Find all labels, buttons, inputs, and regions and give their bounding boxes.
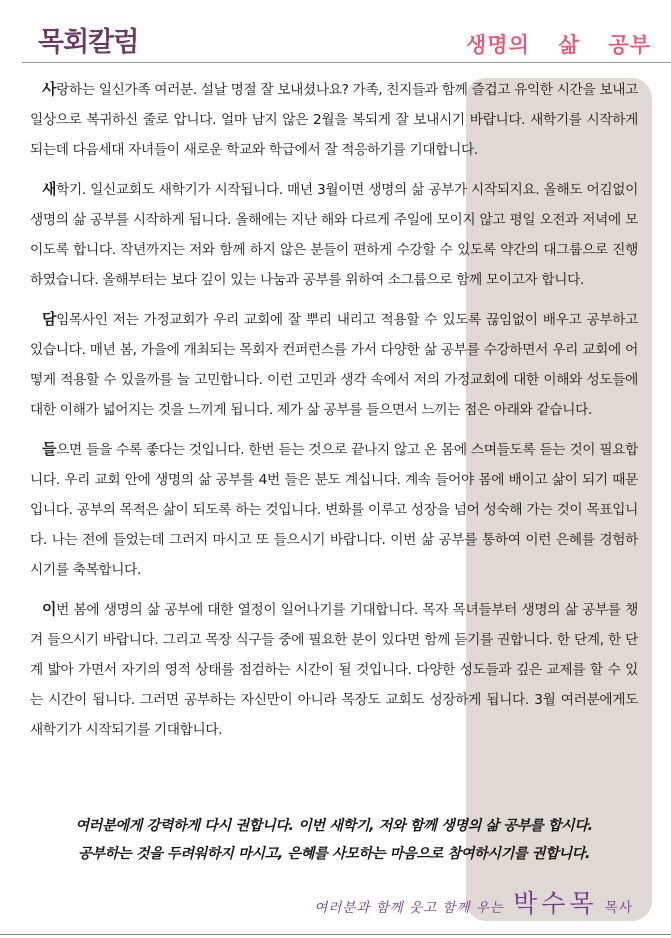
exhortation-line-1: 여러분에게 강력하게 다시 권합니다. 이번 새학기, 저와 함께 생명의 삶 공부를 합시다. xyxy=(75,818,593,834)
paragraph-4 xyxy=(30,434,638,585)
paragraph-5-lead: 이 xyxy=(42,600,57,618)
paragraph-4-lead: 들 xyxy=(42,440,57,458)
exhortation-line-2: 공부하는 것을 두려워하지 마시고, 은혜를 사모하는 마음으로 참여하시기를 권합니다. xyxy=(78,846,590,862)
paragraph-3-lead: 담 xyxy=(42,310,57,328)
subtitle-word-1: 생명의 xyxy=(466,33,530,57)
column-header xyxy=(0,0,671,66)
signature-prefix: 여러분과 함께 웃고 함께 우는 xyxy=(314,900,504,916)
paragraph-1-text: 랑하는 일신가족 여러분. 설날 명절 잘 보내셨나요? 가족, 친지들과 함께 즐겁고 유익한 시간을 보내고 일상으로 복귀하신 줄로 압니다. 얼마 남지 않은 2월을 복되게 잘 보내시기 바랍니다. 새학기를 시작하게 되는데 다음세대 자녀들이 새로운 학교와 학급에서 잘 적응하기를 기대합니다. xyxy=(30,82,638,158)
paragraph-2-text: 학기. 일신교회도 새학기가 시작됩니다. 매년 3월이면 생명의 삶 공부가 시작되지요. 올해도 어김없이 생명의 삶 공부를 시작하게 됩니다. 올해에는 지난 해와 다르게 주일에 모이지 않고 평일 오전과 저녁에 모이도록 합니다. 작년까지는 저와 함께 하지 않은 분들이 편하게 수강할 수 있도록 약간의 대그룹으로 진행하였습니다. 올해부터는 보다 깊이 있는 나눔과 공부를 위하여 소그룹으로 함께 모이고자 합니다. xyxy=(30,182,638,288)
paragraph-1 xyxy=(30,74,638,165)
subtitle-word-2: 삶 xyxy=(558,33,580,57)
subtitle-word-3: 공부 xyxy=(608,33,651,57)
signature xyxy=(314,884,633,920)
signature-name: 박수목 xyxy=(513,889,598,918)
paragraph-3 xyxy=(30,304,638,425)
column-body xyxy=(30,74,638,754)
paragraph-1-lead: 사 xyxy=(42,80,57,98)
footer-divider xyxy=(0,934,671,935)
paragraph-5-text: 번 봄에 생명의 삶 공부에 대한 열정이 일어나기를 기대합니다. 목자 목녀들부터 생명의 삶 공부를 챙겨 들으시기 바랍니다. 그리고 목장 식구들 중에 필요한 분이 있다면 함께 듣기를 권합니다. 한 단계, 한 단계 밟아 가면서 자기의 영적 상태를 점검하는 시간이 될 것입니다. 다양한 성도들과 깊은 교제를 할 수 있는 시간이 됩니다. 그러면 공부하는 자신만이 아니라 목장도 교회도 성장하게 됩니다. 3월 여러분에게도 새학기가 시작되기를 기대합니다. xyxy=(30,602,638,738)
column-title: 목회칼럼 xyxy=(38,27,139,58)
column-subtitle xyxy=(466,29,651,59)
header-divider xyxy=(22,62,671,63)
paragraph-5 xyxy=(30,594,638,745)
paragraph-3-text: 임목사인 저는 가정교회가 우리 교회에 잘 뿌리 내리고 적용할 수 있도록 끊임없이 배우고 공부하고 있습니다. 매년 봄, 가을에 개최되는 목회자 컨퍼런스를 가서 다양한 삶 공부를 수강하면서 우리 교회에 어떻게 적용할 수 있을까를 늘 고민합니다. 이런 고민과 생각 속에서 저의 가정교회에 대한 이해와 성도들에 대한 이해가 넓어지는 것을 느끼게 됩니다. 제가 삶 공부를 들으면서 느끼는 점은 아래와 같습니다. xyxy=(30,312,638,418)
signature-role: 목사 xyxy=(604,900,633,916)
closing-exhortation xyxy=(30,812,638,868)
paragraph-2-lead: 새 xyxy=(42,180,57,198)
paragraph-4-text: 으면 들을 수록 좋다는 것입니다. 한번 듣는 것으로 끝나지 않고 온 몸에 스며들도록 듣는 것이 필요합니다. 우리 교회 안에 생명의 삶 공부를 4번 들은 분도 계십니다. 계속 들어야 몸에 배이고 삶이 되기 때문입니다. 공부의 목적은 삶이 되도록 하는 것입니다. 변화를 이루고 성장을 넘어 성숙해 가는 것이 목표입니다. 나는 전에 들었는데 그러지 마시고 또 들으시기 바랍니다. 이번 삶 공부를 통하여 이런 은혜를 경험하시기를 축복합니다. xyxy=(30,442,638,578)
paragraph-2 xyxy=(30,174,638,295)
